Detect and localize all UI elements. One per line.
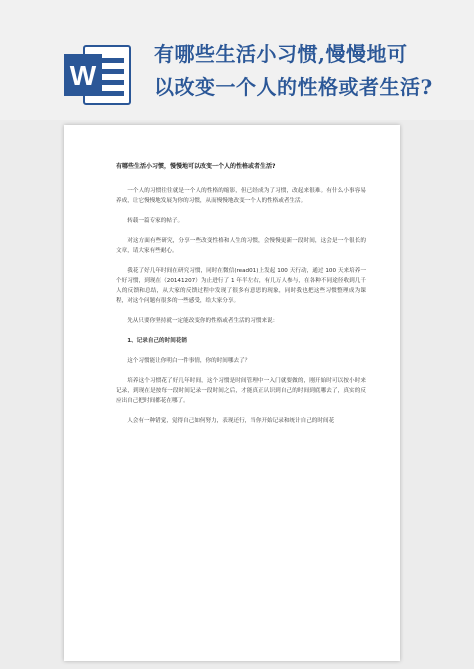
paragraph: 培养这个习惯花了好几年时间，这个习惯是时间管理中一入门就要做的，刚开始时可以按小时来记录，到现在是按每一段时间记录一段时间之后，才能真正认识到自己的时间到底哪去了，真实的反应出自己把时间都花在哪了。 — [116, 378, 366, 404]
page-title-line-1: 有哪些生活小习惯,慢慢地可 — [154, 42, 408, 66]
page-title — [154, 38, 472, 104]
paragraph: 对这方面有些研究，分享一些改变性格和人生的习惯，会慢慢更新一段时间，这会是一个很长的文章，请大家有些耐心。 — [116, 238, 366, 254]
word-icon — [62, 42, 132, 108]
header-banner — [0, 0, 474, 120]
paragraph: 人会有一种错觉，觉得自己如何努力，表现还行，当你开始记录和统计自己的时间花 — [127, 418, 335, 424]
paragraph: 转载一篇专家的帖子。 — [127, 218, 184, 224]
paragraph: 一个人的习惯往往就是一个人的性格的缩影，但已经成为了习惯，改起来很难。有什么小事容易养成，让它慢慢地发展为你的习惯，从而慢慢地改变一个人的性格或者生活。 — [116, 188, 366, 204]
paragraph: 我花了好几年时间在研究习惯，同时在微信(read01)上发起 100 天行动，通过 100 天来培养一个好习惯，到现在（20141207）为止进行了 1 年半左右，有几万人参与，在各种不同途径收到几千人的反馈和总结，从大家的反馈过程中发现了很多有意思的现象，同时我也把这些习惯整理成为课程，对这个问题有很多的一些感受，给大家分享。 — [116, 268, 366, 304]
section-heading: 1、记录自己的时间花销 — [127, 338, 188, 344]
paragraph: 这个习惯能让你明白一件事情，你的时间哪去了？ — [127, 358, 251, 364]
paragraph: 先从只要你坚持就一定能改变你的性格或者生活的习惯来说： — [127, 318, 279, 324]
document-body — [116, 161, 366, 436]
document-page — [64, 125, 400, 661]
document-title: 有哪些生活小习惯，慢慢地可以改变一个人的性格或者生活? — [116, 163, 276, 170]
word-icon-letter: W — [69, 60, 97, 91]
page-title-line-2: 以改变一个人的性格或者生活? — [154, 75, 433, 99]
